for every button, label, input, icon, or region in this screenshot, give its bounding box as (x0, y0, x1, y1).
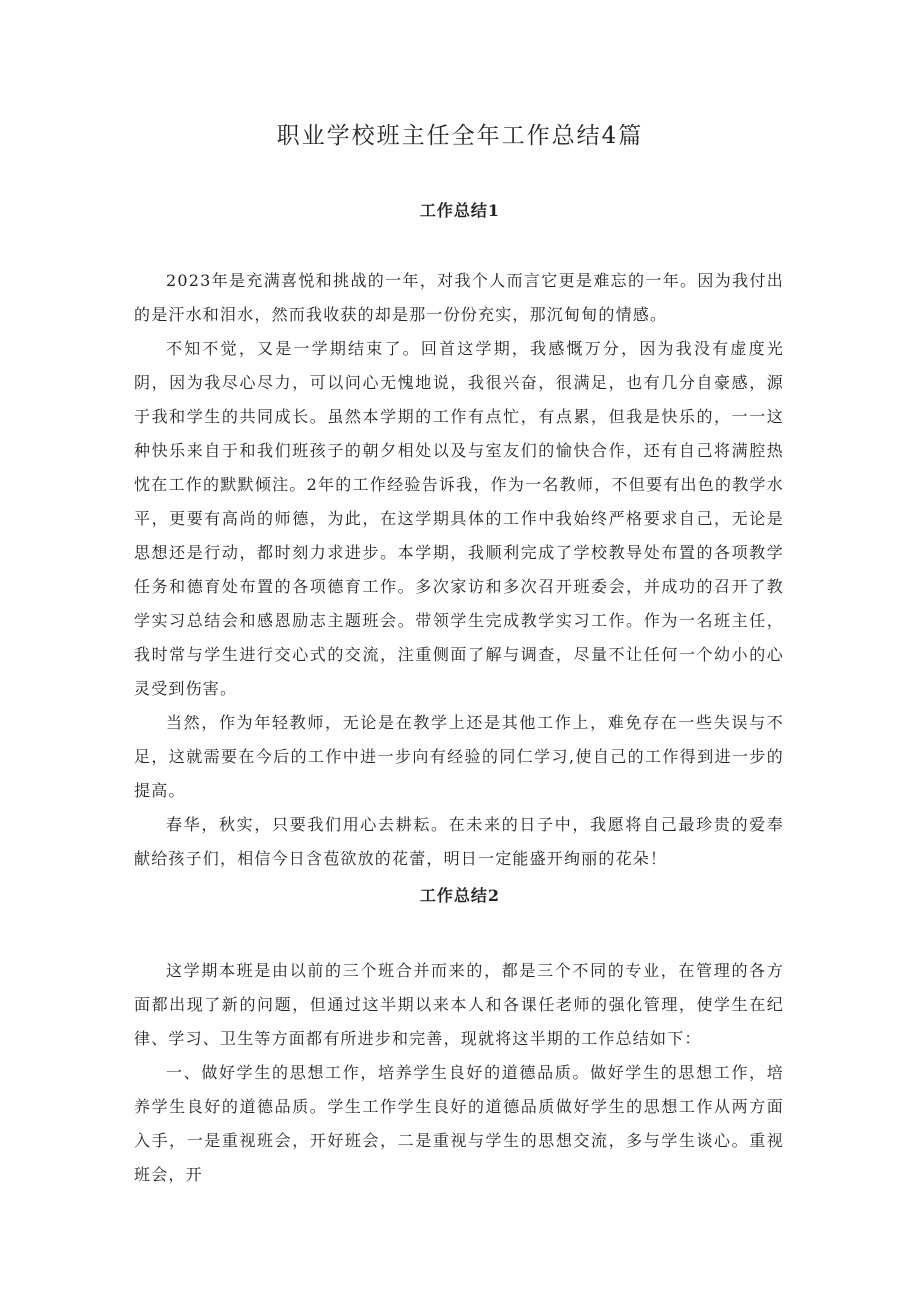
section-heading: 工作总结1 (419, 201, 501, 220)
document-title: 职业学校班主任全年工作总结4篇 (276, 123, 644, 149)
paragraph: 一、做好学生的思想工作，培养学生良好的道德品质。做好学生的思想工作，培养学生良好的道德品质。学生工作学生良好的道德品质做好学生的思想工作从两方面入手，一是重视班会，开好班会，二是重视与学生的思想交流，多与学生谈心。重视班会，开 (134, 1063, 784, 1184)
paragraph: 春华，秋实，只要我们用心去耕耘。在未来的日子中，我愿将自己最珍贵的爱奉献给孩子们，相信今日含苞欲放的花蕾，明日一定能盛开绚丽的花朵！ (134, 815, 784, 868)
section-body (134, 954, 784, 1192)
section-heading: 工作总结2 (419, 886, 501, 905)
paragraph: 当然，作为年轻教师，无论是在教学上还是其他工作上，难免存在一些失误与不足，这就需要在今后的工作中进一步向有经验的同仁学习,使自己的工作得到进一步的提高。 (134, 713, 784, 800)
paragraph: 不知不觉，又是一学期结束了。回首这学期，我感慨万分，因为我没有虚度光阴，因为我尽心尽力，可以问心无愧地说，我很兴奋，很满足，也有几分自豪感，源于我和学生的共同成长。虽然本学期的工作有点忙，有点累，但我是快乐的，一一这种快乐来自于和我们班孩子的朝夕相处以及与室友们的愉快合作，还有自己将满腔热忱在工作的默默倾注。2年的工作经验告诉我，作为一名教师，不但要有出色的教学水平，更要有高尚的师德，为此，在这学期具体的工作中我始终严格要求自己，无论是思想还是行动，都时刻力求进步。本学期，我顺利完成了学校教导处布置的各项教学任务和德育处布置的各项德育工作。多次家访和多次召开班委会，并成功的召开了教学实习总结会和感恩励志主题班会。带领学生完成教学实习工作。作为一名班主任，我时常与学生进行交心式的交流，注重侧面了解与调查，尽量不让任何一个幼小的心灵受到伤害。 (134, 339, 784, 698)
section-body (134, 264, 784, 876)
paragraph: 这学期本班是由以前的三个班合并而来的，都是三个不同的专业，在管理的各方面都出现了新的问题，但通过这半期以来本人和各课任老师的强化管理，使学生在纪律、学习、卫生等方面都有所进步和完善，现就将这半期的工作总结如下： (134, 961, 784, 1048)
paragraph: 2023年是充满喜悦和挑战的一年，对我个人而言它更是难忘的一年。因为我付出的是汗水和泪水，然而我收获的却是那一份份充实，那沉甸甸的情感。 (134, 271, 784, 324)
